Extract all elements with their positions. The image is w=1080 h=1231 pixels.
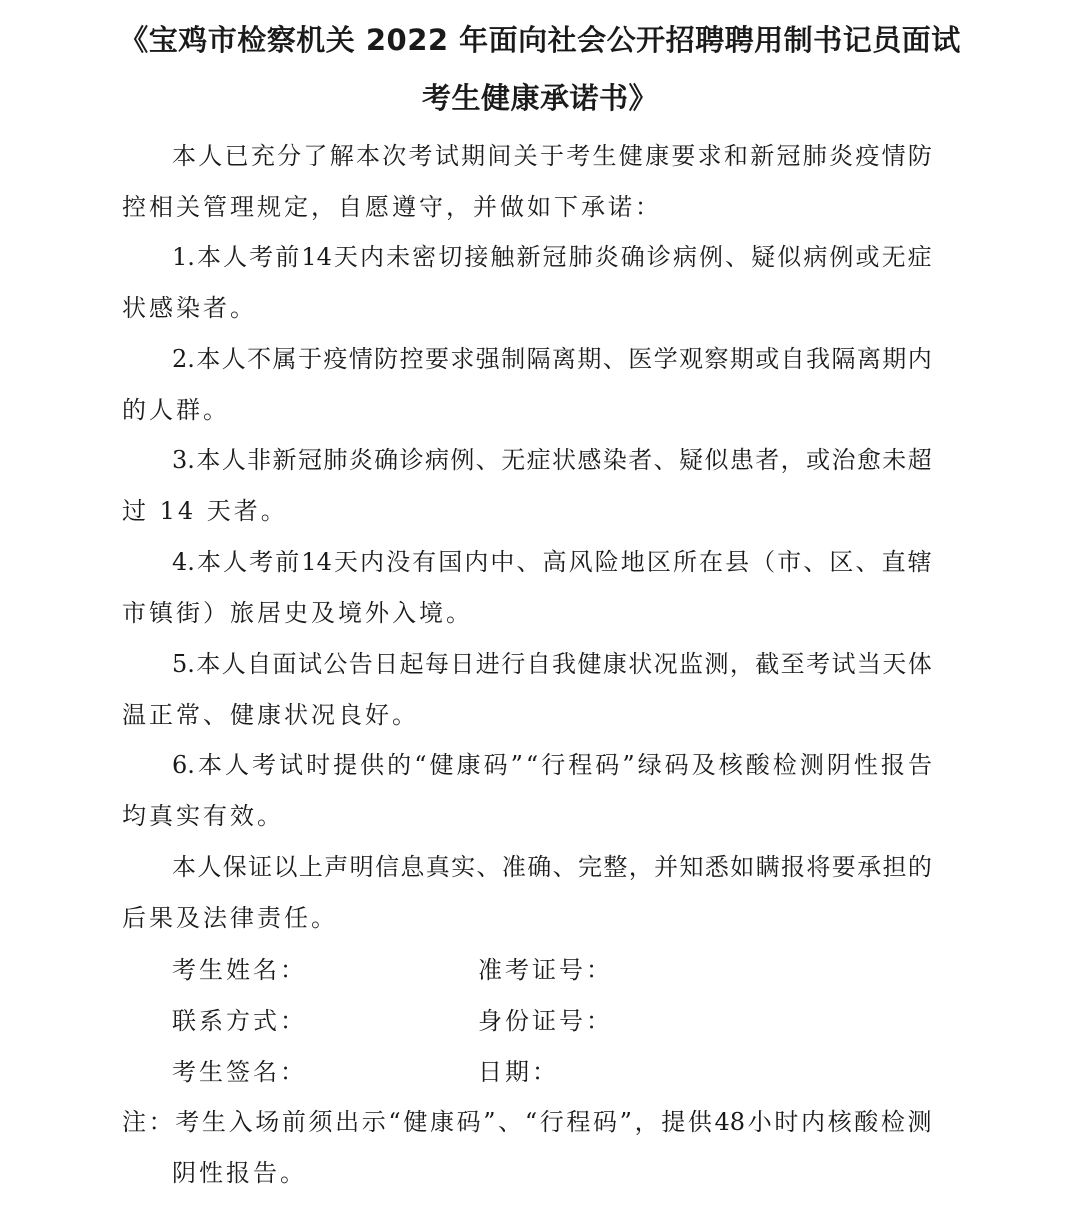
field-admission-ticket-number: 准考证号：	[478, 956, 613, 984]
item-2-line-2: 的人群。	[122, 396, 230, 424]
item-3-line-1: 3. 本 人 非 新 冠 肺 炎 确 诊 病 例 、 无 症 状 感 染 者 、 疑 似 患 者 ， 或 治 愈 未 超	[172, 446, 932, 474]
item-4-line-2: 市镇街）旅居史及境外入境。	[122, 599, 473, 627]
item-2-line-1: 2. 本 人 不 属 于 疫 情 防 控 要 求 强 制 隔 离 期 、 医 学 观 察 期 或 自 我 隔 离 期 内	[172, 345, 932, 373]
document-title-line-2: 考生健康承诺书》	[421, 81, 658, 115]
intro-paragraph-line-1: 本 人 已 充 分 了 解 本 次 考 试 期 间 关 于 考 生 健 康 要 求 和 新 冠 肺 炎 疫 情 防	[172, 142, 932, 170]
document-title-line-1: 《宝鸡市检察机关 2022 年面向社会公开招聘聘用制书记员面试	[119, 23, 961, 57]
field-candidate-signature: 考生签名：	[172, 1058, 307, 1086]
item-1-line-2: 状感染者。	[122, 294, 257, 322]
item-6-line-1: 6. 本 人 考 试 时 提 供 的 “ 健 康 码 ” “ 行 程 码 ” 绿 码 及 核 酸 检 测 阴 性 报 告	[172, 751, 932, 779]
field-date: 日期：	[478, 1058, 559, 1086]
guarantee-line-2: 后果及法律责任。	[122, 904, 338, 932]
field-candidate-name: 考生姓名：	[172, 956, 307, 984]
item-1-line-1: 1. 本 人 考 前 14 天 内 未 密 切 接 触 新 冠 肺 炎 确 诊 病 例 、 疑 似 病 例 或 无 症	[172, 243, 932, 271]
item-5-line-2: 温正常、健康状况良好。	[122, 701, 419, 729]
field-contact: 联系方式：	[172, 1007, 307, 1035]
item-4-line-1: 4. 本 人 考 前 14 天 内 没 有 国 内 中 、 高 风 险 地 区 所 在 县 （ 市 、 区 、 直 辖	[172, 548, 932, 576]
guarantee-line-1: 本 人 保 证 以 上 声 明 信 息 真 实 、 准 确 、 完 整 ， 并 知 悉 如 瞒 报 将 要 承 担 的	[172, 853, 932, 881]
intro-paragraph-line-2: 控相关管理规定，自愿遵守，并做如下承诺：	[122, 193, 662, 221]
item-5-line-1: 5. 本 人 自 面 试 公 告 日 起 每 日 进 行 自 我 健 康 状 况 监 测 ， 截 至 考 试 当 天 体	[172, 650, 932, 678]
field-id-number: 身份证号：	[478, 1007, 613, 1035]
item-6-line-2: 均真实有效。	[122, 802, 284, 830]
item-3-line-2: 过 14 天者。	[122, 497, 288, 525]
note-line-2: 阴性报告。	[172, 1159, 307, 1187]
note-line-1: 注 ： 考 生 入 场 前 须 出 示 “ 健 康 码 ” 、 “ 行 程 码 ” ， 提 供 48 小 时 内 核 酸 检 测	[122, 1108, 932, 1136]
